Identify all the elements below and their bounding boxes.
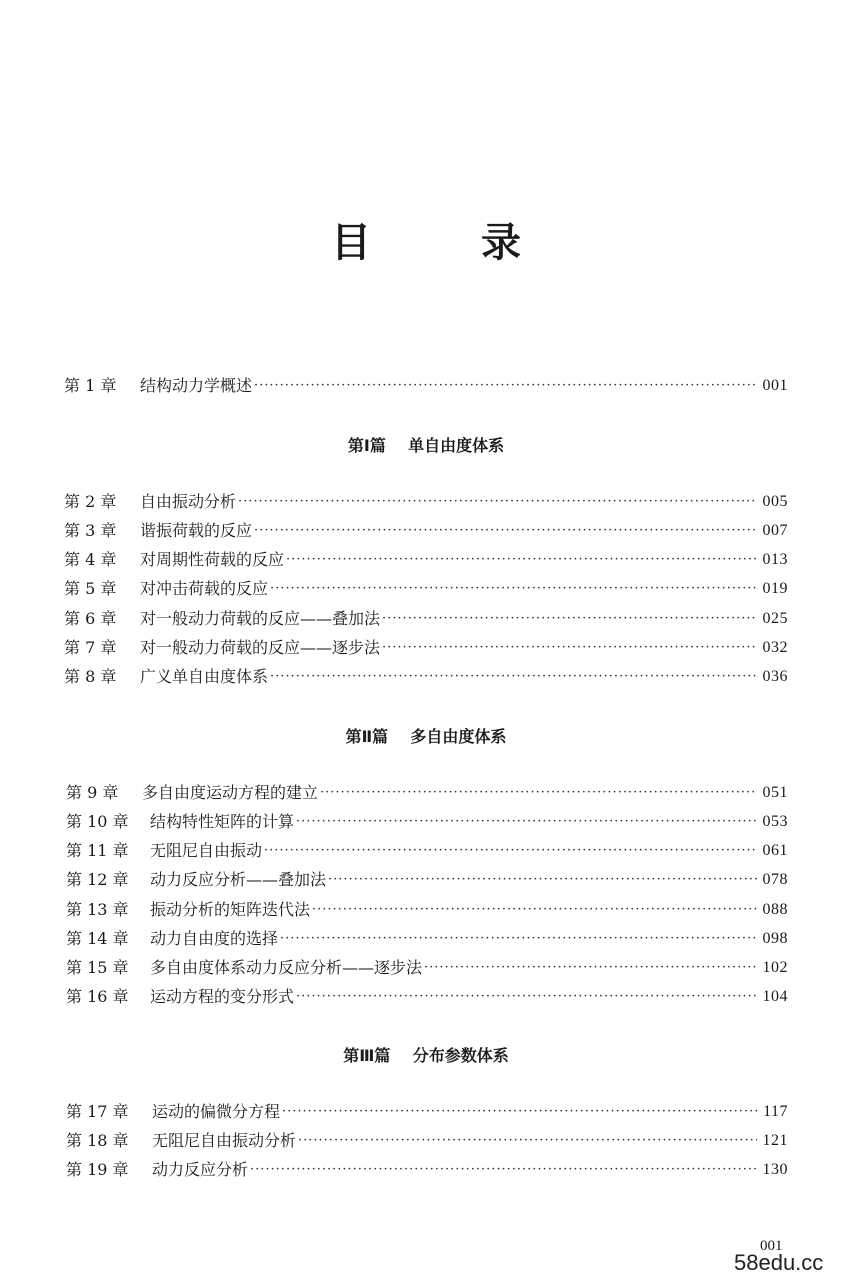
toc-entry-chapter-12[interactable] — [66, 868, 788, 892]
chapter-title: 运动的偏微分方程 — [152, 1102, 281, 1121]
chapter-title: 自由振动分析 — [140, 492, 237, 511]
chapter-page: 032 — [762, 639, 788, 656]
toc-entry-chapter-17[interactable] — [66, 1100, 788, 1124]
chapter-number: 第 17 章 — [66, 1102, 129, 1121]
dot-leader — [254, 519, 756, 543]
toc-entry-chapter-16[interactable] — [66, 985, 788, 1009]
chapter-page: 051 — [762, 784, 788, 801]
chapter-page: 078 — [762, 871, 788, 888]
dot-leader — [286, 548, 756, 572]
chapter-title: 谐振荷载的反应 — [140, 521, 253, 540]
toc-entry-chapter-14[interactable] — [66, 927, 788, 951]
chapter-page: 117 — [763, 1103, 788, 1120]
chapter-number: 第 19 章 — [66, 1160, 129, 1179]
chapter-page: 013 — [762, 551, 788, 568]
chapter-page: 053 — [762, 813, 788, 830]
dot-leader — [254, 374, 756, 398]
toc-entry-chapter-3[interactable] — [64, 519, 788, 543]
dot-leader — [280, 927, 756, 951]
chapter-number: 第 5 章 — [64, 579, 117, 598]
chapter-title: 动力反应分析 — [152, 1160, 249, 1179]
chapter-page: 036 — [762, 668, 788, 685]
chapter-number: 第 13 章 — [66, 900, 129, 919]
toc-entry-chapter-19[interactable] — [66, 1158, 788, 1182]
chapter-page: 121 — [762, 1132, 788, 1149]
chapter-number: 第 11 章 — [66, 841, 129, 860]
chapter-number: 第 7 章 — [64, 638, 117, 657]
dot-leader — [296, 810, 756, 834]
chapter-title: 对冲击荷载的反应 — [140, 579, 269, 598]
part-label: 第Ⅲ篇 — [343, 1046, 391, 1065]
chapter-page: 005 — [762, 493, 788, 510]
toc-entry-chapter-10[interactable] — [66, 810, 788, 834]
chapter-title: 对一般动力荷载的反应——叠加法 — [140, 609, 381, 628]
dot-leader — [320, 781, 756, 805]
watermark: 58edu.cc — [734, 1250, 824, 1275]
toc-entry-chapter-18[interactable] — [66, 1129, 788, 1153]
dot-leader — [424, 956, 756, 980]
part-label: 第Ⅰ篇 — [347, 436, 386, 455]
dot-leader — [282, 1100, 757, 1124]
page-number: 001 — [760, 1238, 783, 1254]
chapter-number: 第 9 章 — [66, 783, 119, 802]
chapter-number: 第 8 章 — [64, 667, 117, 686]
toc-entry-chapter-8[interactable] — [64, 665, 788, 689]
chapter-page: 001 — [762, 377, 788, 394]
chapter-page: 061 — [762, 842, 788, 859]
part-name: 分布参数体系 — [412, 1046, 509, 1065]
part-1-heading — [0, 434, 852, 458]
chapter-page: 088 — [762, 901, 788, 918]
chapter-title: 动力反应分析——叠加法 — [150, 870, 327, 889]
toc-entry-chapter-2[interactable] — [64, 490, 788, 514]
toc-entry-chapter-11[interactable] — [66, 839, 788, 863]
dot-leader — [312, 898, 756, 922]
chapter-title: 多自由度运动方程的建立 — [142, 783, 319, 802]
chapter-title: 运动方程的变分形式 — [150, 987, 295, 1006]
chapter-number: 第 2 章 — [64, 492, 117, 511]
dot-leader — [382, 636, 756, 660]
chapter-number: 第 15 章 — [66, 958, 129, 977]
chapter-title: 无阻尼自由振动 — [150, 841, 263, 860]
chapter-title: 对周期性荷载的反应 — [140, 550, 285, 569]
chapter-page: 102 — [762, 959, 788, 976]
toc-entry-chapter-6[interactable] — [64, 607, 788, 631]
chapter-page: 104 — [762, 988, 788, 1005]
chapter-title: 振动分析的矩阵迭代法 — [150, 900, 311, 919]
dot-leader — [328, 868, 756, 892]
chapter-page: 098 — [762, 930, 788, 947]
chapter-number: 第 6 章 — [64, 609, 117, 628]
chapter-page: 130 — [762, 1161, 788, 1178]
toc-entry-chapter-9[interactable] — [66, 781, 788, 805]
dot-leader — [298, 1129, 756, 1153]
dot-leader — [250, 1158, 756, 1182]
part-3-heading — [0, 1044, 852, 1068]
dot-leader — [382, 607, 756, 631]
chapter-title: 广义单自由度体系 — [140, 667, 269, 686]
part-name: 多自由度体系 — [410, 727, 507, 746]
toc-entry-chapter-7[interactable] — [64, 636, 788, 660]
dot-leader — [264, 839, 756, 863]
chapter-number: 第 12 章 — [66, 870, 129, 889]
part-label: 第Ⅱ篇 — [345, 727, 389, 746]
dot-leader — [296, 985, 756, 1009]
chapter-title: 动力自由度的选择 — [150, 929, 279, 948]
chapter-title: 无阻尼自由振动分析 — [152, 1131, 297, 1150]
chapter-page: 025 — [762, 610, 788, 627]
dot-leader — [270, 665, 756, 689]
toc-entry-chapter-1[interactable] — [64, 374, 788, 398]
toc-entry-chapter-13[interactable] — [66, 898, 788, 922]
chapter-number: 第 14 章 — [66, 929, 129, 948]
chapter-page: 019 — [762, 580, 788, 597]
part-name: 单自由度体系 — [408, 436, 505, 455]
chapter-title: 结构动力学概述 — [140, 376, 253, 395]
toc-entry-chapter-5[interactable] — [64, 577, 788, 601]
chapter-number: 第 1 章 — [64, 376, 117, 395]
chapter-number: 第 3 章 — [64, 521, 117, 540]
chapter-title: 多自由度体系动力反应分析——逐步法 — [150, 958, 423, 977]
chapter-number: 第 4 章 — [64, 550, 117, 569]
chapter-number: 第 16 章 — [66, 987, 129, 1006]
chapter-title: 结构特性矩阵的计算 — [150, 812, 295, 831]
page-title: 目 录 — [331, 219, 569, 266]
toc-entry-chapter-15[interactable] — [66, 956, 788, 980]
dot-leader — [270, 577, 756, 601]
chapter-page: 007 — [762, 522, 788, 539]
chapter-number: 第 10 章 — [66, 812, 129, 831]
part-2-heading — [0, 725, 852, 749]
dot-leader — [238, 490, 756, 514]
chapter-number: 第 18 章 — [66, 1131, 129, 1150]
chapter-title: 对一般动力荷载的反应——逐步法 — [140, 638, 381, 657]
toc-entry-chapter-4[interactable] — [64, 548, 788, 572]
